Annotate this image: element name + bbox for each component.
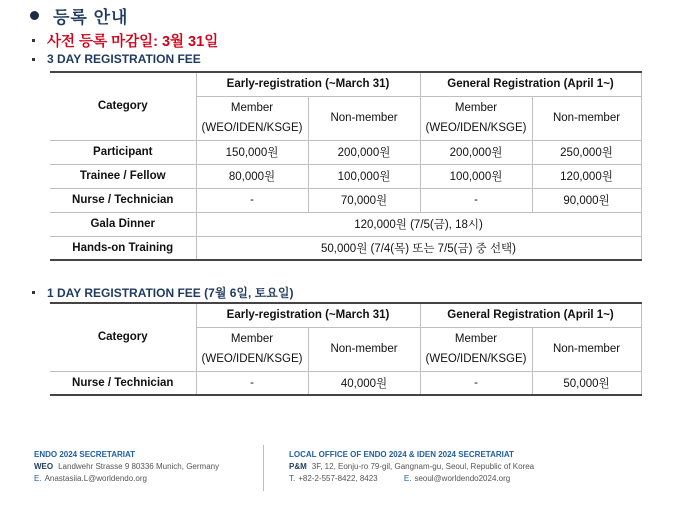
- table-row: [50, 188, 641, 212]
- row-category: Nurse / Technician: [50, 371, 196, 395]
- section1-title: [32, 52, 201, 66]
- fee-cell: 50,000원: [532, 371, 641, 395]
- fee-cell: 200,000원: [308, 140, 420, 164]
- row-category: Hands-on Training: [50, 236, 196, 260]
- section1-title-text: 3 DAY REGISTRATION FEE: [47, 52, 201, 66]
- fee-cell: 40,000원: [308, 371, 420, 395]
- one-day-fee-table: [50, 302, 642, 396]
- category-header: Category: [50, 72, 196, 140]
- footer-local-office: [289, 449, 534, 485]
- nonmember-header: Non-member: [308, 327, 420, 371]
- member-header: [420, 96, 532, 140]
- three-day-fee-table: [50, 71, 642, 261]
- section2-title: [32, 284, 293, 301]
- member-header: [196, 96, 308, 140]
- footer-org: WEO: [34, 462, 54, 471]
- footer-org: P&M: [289, 462, 307, 471]
- table-row: [50, 164, 641, 188]
- nonmember-header: Non-member: [308, 96, 420, 140]
- footer-secretariat: [34, 449, 219, 485]
- member-orgs: (WEO/IDEN/KSGE): [425, 122, 527, 134]
- footer-address: 3F, 12, Eonju-ro 79-gil, Gangnam-gu, Seoul, Republic of Korea: [311, 462, 535, 471]
- footer-email-label: E.: [403, 474, 412, 483]
- table-row: [50, 236, 641, 260]
- bullet-square-icon: [32, 58, 35, 61]
- footer-tel: +82-2-557-8422, 8423: [298, 474, 378, 483]
- hands-on-training-fee: 50,000원 (7/4(목) 또는 7/5(금) 중 선택): [196, 236, 641, 260]
- section2-title-text: 1 DAY REGISTRATION FEE (7월 6일, 토요일): [47, 286, 294, 300]
- early-registration-header: Early-registration (~March 31): [196, 72, 420, 96]
- member-orgs: (WEO/IDEN/KSGE): [201, 122, 303, 134]
- deadline-line: [32, 30, 218, 51]
- footer-email[interactable]: Anastasiia.L@worldendo.org: [44, 474, 147, 483]
- footer-email-label: E.: [34, 474, 42, 483]
- member-label: Member: [454, 333, 498, 345]
- footer-tel-label: T.: [289, 474, 296, 483]
- fee-cell: 100,000원: [308, 164, 420, 188]
- general-registration-header: General Registration (April 1~): [420, 72, 641, 96]
- member-label: Member: [230, 333, 274, 345]
- fee-cell: 150,000원: [196, 140, 308, 164]
- bullet-dot-icon: [30, 11, 39, 20]
- member-header: [420, 327, 532, 371]
- footer-title: LOCAL OFFICE OF ENDO 2024 & IDEN 2024 SECRETARIAT: [289, 450, 514, 459]
- footer-title: ENDO 2024 SECRETARIAT: [34, 450, 136, 459]
- row-category: Trainee / Fellow: [50, 164, 196, 188]
- fee-cell: -: [196, 371, 308, 395]
- fee-cell: 80,000원: [196, 164, 308, 188]
- gala-dinner-fee: 120,000원 (7/5(금), 18시): [196, 212, 641, 236]
- row-category: Nurse / Technician: [50, 188, 196, 212]
- fee-cell: 200,000원: [420, 140, 532, 164]
- fee-cell: -: [420, 371, 532, 395]
- deadline-text: 사전 등록 마감일: 3월 31일: [47, 34, 219, 50]
- bullet-square-icon: [32, 39, 35, 42]
- row-category: Participant: [50, 140, 196, 164]
- row-category: Gala Dinner: [50, 212, 196, 236]
- bullet-square-icon: [32, 291, 35, 294]
- category-header: Category: [50, 303, 196, 371]
- nonmember-header: Non-member: [532, 96, 641, 140]
- early-registration-header: Early-registration (~March 31): [196, 303, 420, 327]
- footer-divider: [263, 445, 264, 491]
- table-row: [50, 140, 641, 164]
- nonmember-header: Non-member: [532, 327, 641, 371]
- fee-cell: 90,000원: [532, 188, 641, 212]
- fee-cell: 70,000원: [308, 188, 420, 212]
- fee-cell: 120,000원: [532, 164, 641, 188]
- member-label: Member: [230, 102, 274, 114]
- member-orgs: (WEO/IDEN/KSGE): [425, 353, 527, 365]
- section-heading: [30, 4, 128, 26]
- fee-cell: 100,000원: [420, 164, 532, 188]
- table-row: [50, 371, 641, 395]
- general-registration-header: General Registration (April 1~): [420, 303, 641, 327]
- fee-cell: -: [196, 188, 308, 212]
- table-row: [50, 212, 641, 236]
- footer-address: Landwehr Strasse 9 80336 Munich, Germany: [58, 462, 220, 471]
- heading-text: 등록 안내: [53, 7, 129, 27]
- fee-cell: 250,000원: [532, 140, 641, 164]
- member-header: [196, 327, 308, 371]
- fee-cell: -: [420, 188, 532, 212]
- member-orgs: (WEO/IDEN/KSGE): [201, 353, 303, 365]
- member-label: Member: [454, 102, 498, 114]
- footer-email[interactable]: seoul@worldendo2024.org: [414, 474, 511, 483]
